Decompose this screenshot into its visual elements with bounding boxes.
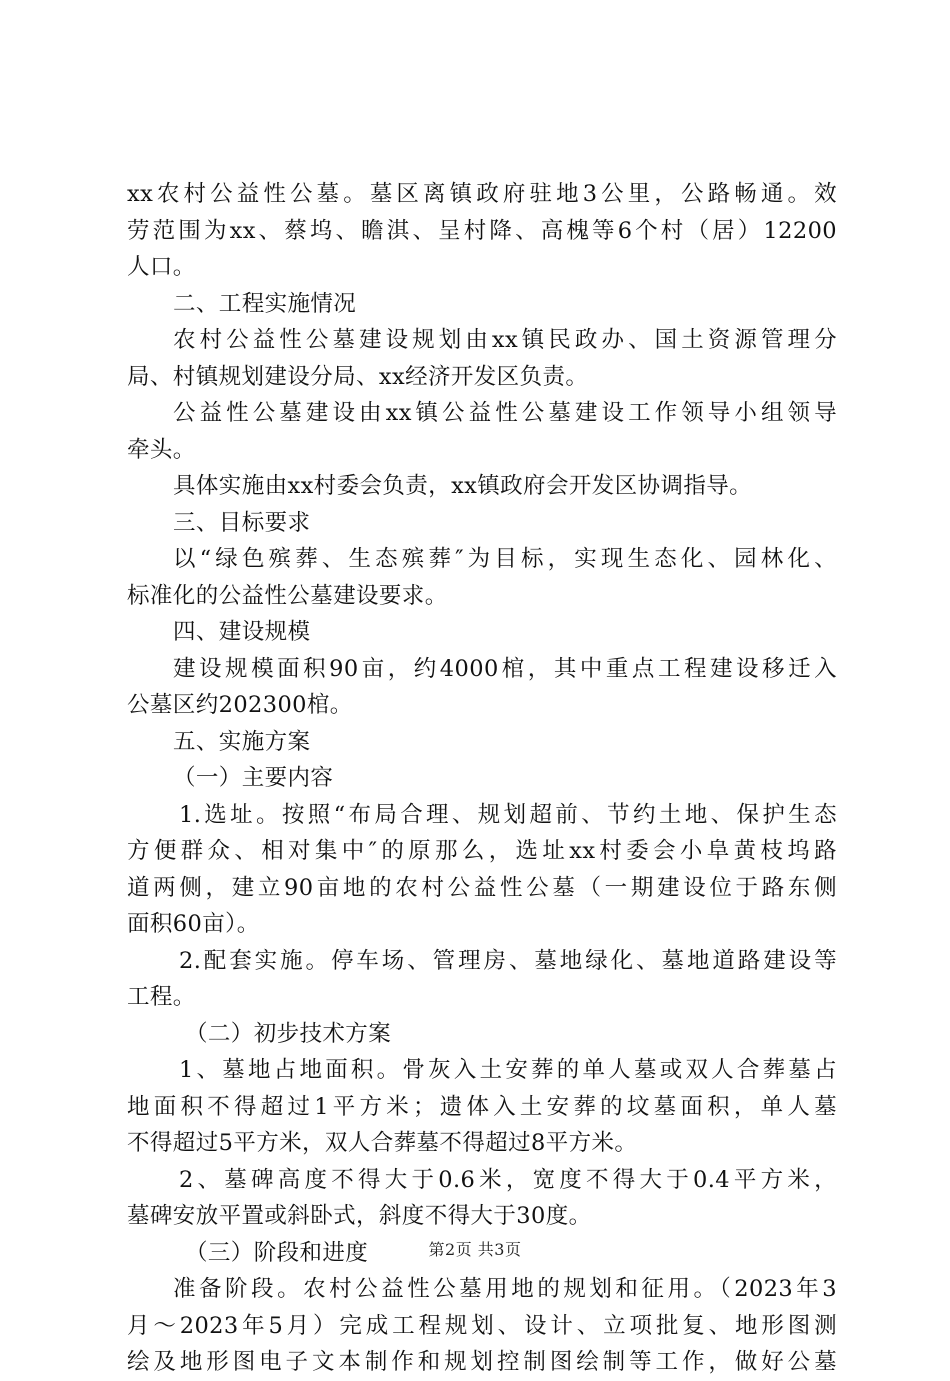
text-line: 地面积不得超过1平方米；遗体入土安葬的坟墓面积，单人墓 — [127, 1093, 837, 1120]
text-line: 标准化的公益性公墓建设要求。 — [127, 582, 448, 609]
text-line: 绘及地形图电子文本制作和规划控制图绘制等工作，做好公墓 — [127, 1349, 837, 1375]
text-line: 具体实施由xx村委会负责，xx镇政府会开发区协调指导。 — [173, 473, 753, 499]
text-line: 准备阶段。农村公益性公墓用地的规划和征用。（2023年3 — [173, 1276, 837, 1302]
text-line: 公墓区约202300棺。 — [127, 692, 353, 718]
text-line: 月～2023年5月）完成工程规划、设计、立项批复、地形图测 — [127, 1312, 837, 1339]
text-line: 不得超过5平方米，双人合葬墓不得超过8平方米。 — [127, 1130, 638, 1156]
text-line: 方便群众、相对集中″的原那么，选址xx村委会小阜黄枝坞路 — [127, 838, 837, 864]
subsection-heading: （一）主要内容 — [173, 765, 334, 791]
page-number-footer: 第2页 共3页 — [428, 1240, 522, 1259]
text-line: 建设规模面积90亩，约4000棺，其中重点工程建设移迁入 — [173, 655, 837, 682]
text-line: 局、村镇规划建设分局、xx经济开发区负责。 — [127, 363, 589, 390]
text-line: 以“绿色殡葬、生态殡葬″为目标，实现生态化、园林化、 — [173, 546, 837, 572]
text-line: 劳范围为xx、蔡坞、瞻淇、呈村降、高槐等6个村（居）12200 — [127, 217, 837, 244]
text-line: 面积60亩）。 — [127, 911, 260, 937]
section-heading: 二、工程实施情况 — [173, 290, 357, 317]
section-heading: 五、实施方案 — [173, 728, 311, 755]
document-body — [127, 176, 837, 1381]
subsection-heading: （三）阶段和进度 — [185, 1239, 369, 1266]
text-line: 1、墓地占地面积。骨灰入土安葬的单人墓或双人合葬墓占 — [179, 1057, 837, 1083]
text-line: 墓碑安放平置或斜卧式，斜度不得大于30度。 — [127, 1203, 592, 1229]
text-line: 农村公益性公墓建设规划由xx镇民政办、国土资源管理分 — [173, 327, 837, 353]
text-line: 1.选址。按照“布局合理、规划超前、节约土地、保护生态 — [179, 801, 837, 828]
text-line: 人口。 — [127, 254, 196, 280]
text-line: 2.配套实施。停车场、管理房、墓地绿化、墓地道路建设等 — [179, 947, 837, 974]
text-line: 2、墓碑高度不得大于0.6米，宽度不得大于0.4平方米， — [179, 1166, 837, 1193]
text-line: xx农村公益性公墓。墓区离镇政府驻地3公里，公路畅通。效 — [127, 181, 837, 207]
subsection-heading: （二）初步技术方案 — [185, 1020, 392, 1047]
text-line: 道两侧，建立90亩地的农村公益性公墓（一期建设位于路东侧 — [127, 874, 837, 901]
text-line: 工程。 — [127, 984, 196, 1010]
section-heading: 三、目标要求 — [173, 509, 311, 536]
section-heading: 四、建设规模 — [173, 619, 311, 645]
text-line: 公益性公墓建设由xx镇公益性公墓建设工作领导小组领导 — [173, 400, 837, 426]
text-line: 牵头。 — [127, 436, 196, 463]
